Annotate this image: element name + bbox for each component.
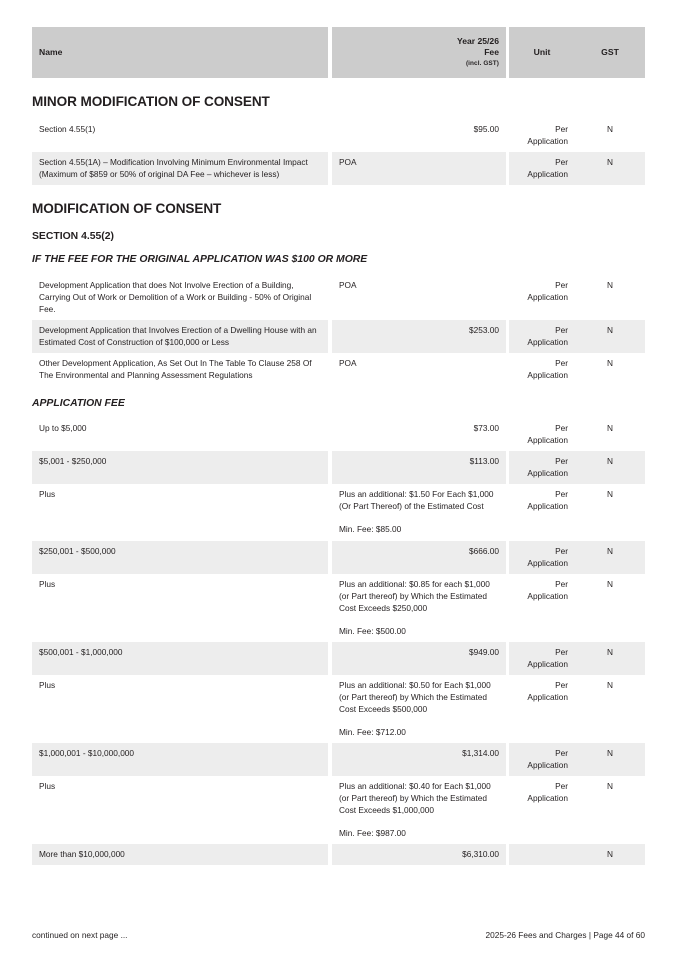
cell-fee xyxy=(332,743,506,776)
table-body xyxy=(32,95,645,865)
cell-fee-value: $949.00 xyxy=(469,646,499,657)
column-header-unit-label: Unit xyxy=(533,47,551,57)
cell-gst: N xyxy=(575,642,645,675)
fees-table xyxy=(32,27,645,865)
cell-gst: N xyxy=(575,743,645,776)
cell-gst: N xyxy=(607,578,613,589)
cell-fee-value: $1,314.00 xyxy=(462,747,499,758)
column-header-fee xyxy=(332,27,506,78)
cell-gst: N xyxy=(575,152,645,185)
cell-fee-value: $6,310.00 xyxy=(462,848,499,859)
cell-gst: N xyxy=(575,844,645,865)
table-header-row xyxy=(32,27,645,78)
table-row xyxy=(32,776,645,844)
cell-fee xyxy=(332,275,506,320)
cell-unit: Per Application xyxy=(509,451,575,484)
cell-fee-value: $666.00 xyxy=(469,545,499,556)
cell-fee xyxy=(332,675,506,743)
cell-unit: Per Application xyxy=(527,679,568,702)
cell-unit: Per Application xyxy=(527,780,568,803)
cell-name: $5,001 - $250,000 xyxy=(32,451,328,484)
cell-fee xyxy=(332,320,506,353)
cell-unit: Per Application xyxy=(509,743,575,776)
cell-unit: Per Application xyxy=(527,123,568,146)
cell-fee-value: $253.00 xyxy=(469,324,499,335)
cell-gst: N xyxy=(575,320,645,353)
cell-fee-value: Plus an additional: $1.50 For Each $1,000 (Or Part Thereof) of the Estimated Cost xyxy=(339,489,494,512)
table-row xyxy=(32,743,645,776)
cell-fee xyxy=(332,119,506,152)
table-row xyxy=(32,484,645,540)
page-footer xyxy=(32,930,645,940)
cell-fee xyxy=(332,484,506,540)
cell-fee-min-note: Min. Fee: $987.00 xyxy=(339,827,406,838)
cell-fee-value: $73.00 xyxy=(473,423,499,434)
cell-name: $500,001 - $1,000,000 xyxy=(32,642,328,675)
column-header-name xyxy=(32,27,328,78)
cell-gst: N xyxy=(607,780,613,791)
cell-unit: Per Application xyxy=(509,320,575,353)
table-row xyxy=(32,152,645,185)
table-row xyxy=(32,353,645,386)
cell-name: Plus xyxy=(39,489,56,500)
table-row xyxy=(32,844,645,865)
column-header-gst-label: GST xyxy=(601,47,619,57)
table-row xyxy=(32,675,645,743)
cell-name: $1,000,001 - $10,000,000 xyxy=(32,743,328,776)
cell-name: Section 4.55(1A) – Modification Involving Minimum Environmental Impact (Maximum of $859 or 50% of original DA Fee – whichever is less) xyxy=(32,152,328,185)
cell-name: Development Application that Involves Erection of a Dwelling House with an Estimated Cost of Construction of $100,000 or Less xyxy=(32,320,328,353)
cell-fee-min-note: Min. Fee: $500.00 xyxy=(339,625,406,636)
section-subheading-italic: IF THE FEE FOR THE ORIGINAL APPLICATION WAS $100 OR MORE xyxy=(32,254,368,266)
cell-unit: Per Application xyxy=(527,423,568,446)
table-row xyxy=(32,451,645,484)
cell-gst: N xyxy=(607,123,613,134)
cell-unit: Per Application xyxy=(509,642,575,675)
cell-gst: N xyxy=(607,423,613,434)
cell-fee-value: $95.00 xyxy=(473,123,499,134)
cell-unit: Per Application xyxy=(509,541,575,574)
table-row xyxy=(32,320,645,353)
cell-fee-value: Plus an additional: $0.40 for Each $1,000 (or Part thereof) by Which the Estimated Cost Exceeds $1,000,000 xyxy=(339,780,491,815)
cell-name: Development Application that does Not Involve Erection of a Building, Carrying Out of Work or Demolition of a Work or Building - 50% of Original Fee. xyxy=(39,279,312,314)
cell-name: More than $10,000,000 xyxy=(32,844,328,865)
cell-fee xyxy=(332,642,506,675)
column-header-name-label: Name xyxy=(39,47,63,57)
cell-fee xyxy=(332,541,506,574)
cell-fee xyxy=(332,574,506,642)
section-heading: MINOR MODIFICATION OF CONSENT xyxy=(32,94,270,109)
cell-name: Other Development Application, As Set Out In The Table To Clause 258 Of The Environmental and Planning Assessment Regulations xyxy=(39,357,312,380)
cell-fee xyxy=(332,451,506,484)
cell-name: Plus xyxy=(39,780,56,791)
cell-unit: Per Application xyxy=(527,279,568,302)
cell-fee xyxy=(332,776,506,844)
cell-fee-value: POA xyxy=(339,279,357,290)
cell-gst: N xyxy=(607,357,613,368)
table-row xyxy=(32,541,645,574)
table-row xyxy=(32,119,645,152)
cell-fee-value: Plus an additional: $0.85 for each $1,000 (or Part thereof) by Which the Estimated Cost Exceeds $250,000 xyxy=(339,578,490,613)
cell-gst: N xyxy=(607,489,613,500)
cell-unit: Per Application xyxy=(509,152,575,185)
cell-fee-value: $113.00 xyxy=(469,456,499,467)
table-row xyxy=(32,642,645,675)
cell-unit xyxy=(509,844,575,865)
column-header-fee-sub: (incl. GST) xyxy=(465,60,499,68)
table-row xyxy=(32,275,645,320)
cell-gst: N xyxy=(607,279,613,290)
cell-fee-min-note: Min. Fee: $85.00 xyxy=(339,524,402,535)
column-header-unit xyxy=(509,27,575,78)
cell-unit: Per Application xyxy=(527,357,568,380)
cell-gst: N xyxy=(575,541,645,574)
section-heading: APPLICATION FEE xyxy=(32,397,125,409)
cell-fee-value: POA xyxy=(339,357,357,368)
cell-fee xyxy=(332,844,506,865)
cell-unit: Per Application xyxy=(527,489,568,512)
footer-page-info: 2025-26 Fees and Charges | Page 44 of 60 xyxy=(485,930,645,940)
cell-unit: Per Application xyxy=(527,578,568,601)
cell-name: Plus xyxy=(39,679,56,690)
cell-gst: N xyxy=(575,451,645,484)
table-row xyxy=(32,418,645,451)
cell-fee xyxy=(332,353,506,386)
cell-fee-value: Plus an additional: $0.50 for Each $1,000 (or Part thereof) by Which the Estimated Cost Exceeds $500,000 xyxy=(339,679,491,714)
cell-name: Section 4.55(1) xyxy=(39,123,96,134)
cell-gst: N xyxy=(607,679,613,690)
section-heading: MODIFICATION OF CONSENT xyxy=(32,201,222,217)
cell-fee-value: POA xyxy=(339,156,357,167)
footer-continued-note: continued on next page ... xyxy=(32,930,128,940)
section-subheading: SECTION 4.55(2) xyxy=(32,230,114,242)
cell-name: Plus xyxy=(39,578,56,589)
cell-name: Up to $5,000 xyxy=(39,423,87,434)
cell-fee xyxy=(332,418,506,451)
column-header-fee-year: Year 25/26 xyxy=(456,36,499,47)
column-header-gst xyxy=(575,27,645,78)
cell-fee xyxy=(332,152,506,185)
table-row xyxy=(32,574,645,642)
cell-name: $250,001 - $500,000 xyxy=(32,541,328,574)
column-header-fee-label: Fee xyxy=(484,47,499,58)
cell-fee-min-note: Min. Fee: $712.00 xyxy=(339,726,406,737)
